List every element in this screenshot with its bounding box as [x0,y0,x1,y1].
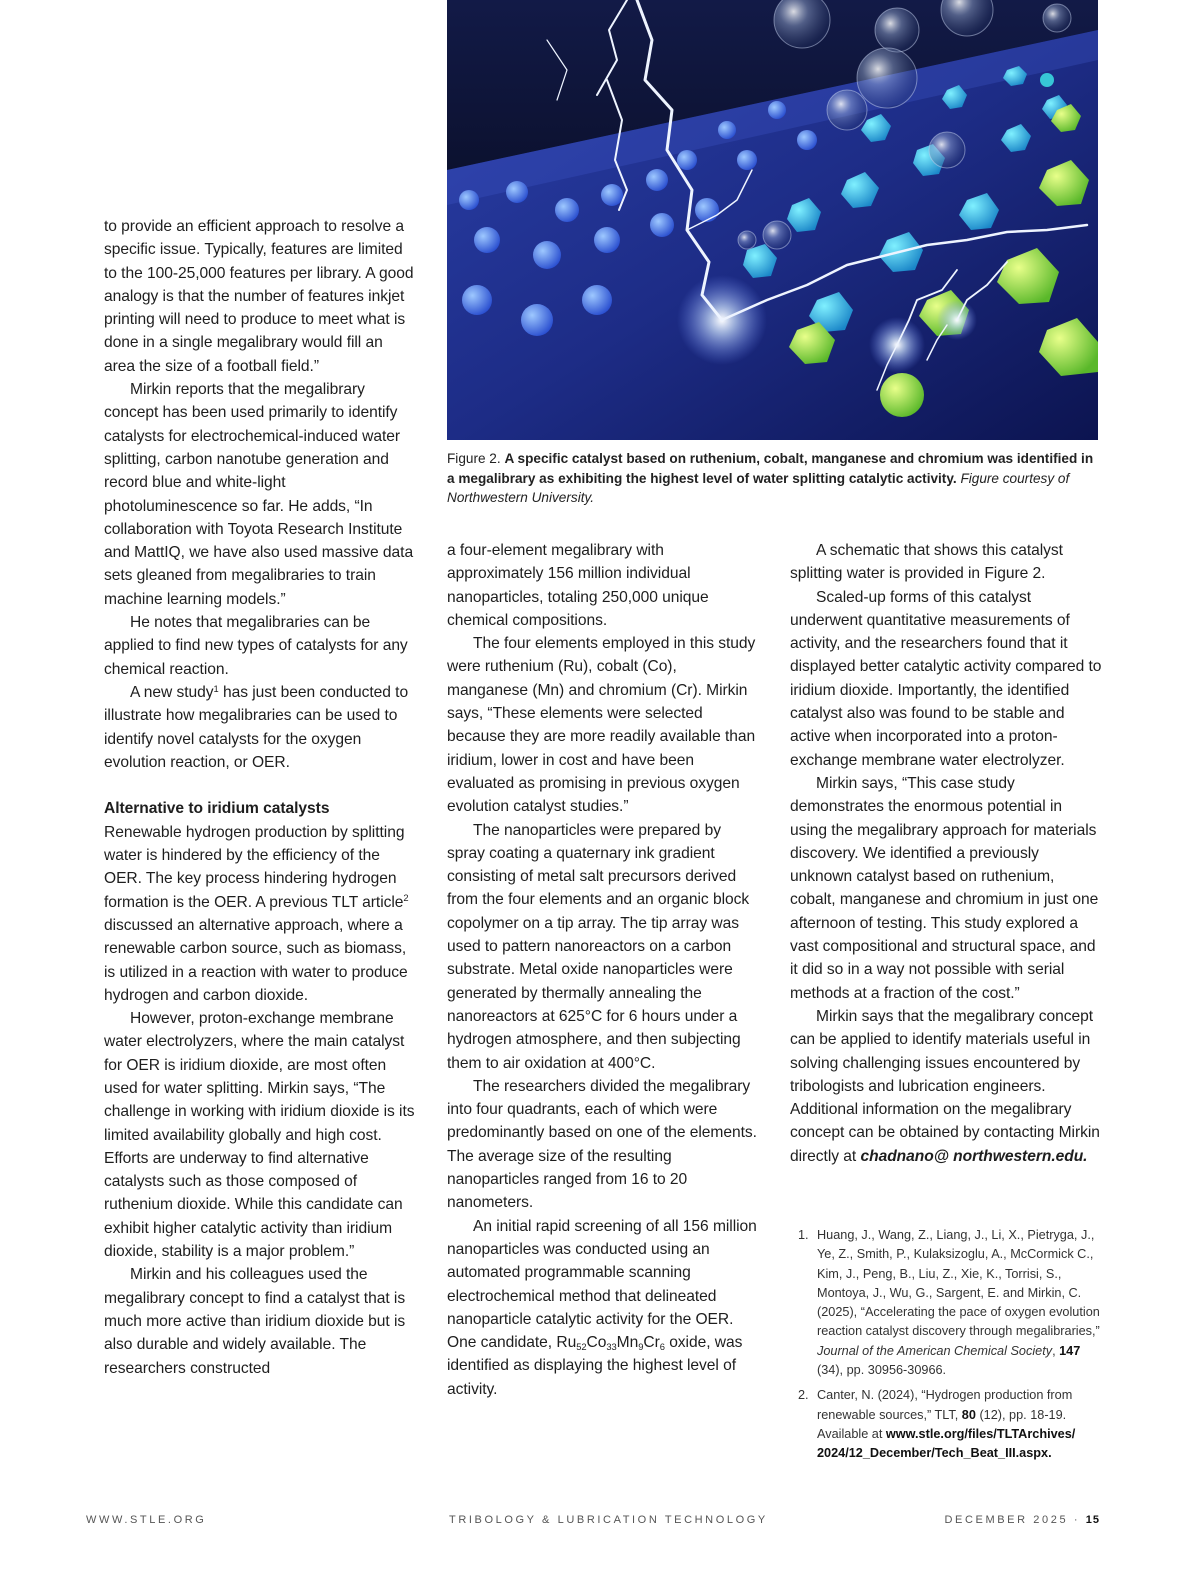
element-mn: Mn [616,1334,639,1352]
paragraph [104,681,416,774]
reference-number: 1. [798,1228,809,1242]
caption-description: A specific catalyst based on ruthenium, cobalt, manganese and chromium was identified in a megalibrary as exhibiting the highest level of water splitting catalytic activity. [447,451,1094,486]
subscript: 52 [576,1342,587,1353]
subscript: 33 [606,1342,617,1353]
paragraph-text: oxide, was identified as displaying the highest level of activity. [447,1334,743,1398]
element-cr: Cr [643,1334,660,1352]
subscript: 9 [638,1342,644,1353]
paragraph-text: discussed an alternative approach, where a renewable carbon source, such as biomass, is utilized in a reaction with water to produce hydrogen and carbon dioxide. [104,916,408,1004]
paragraph: Mirkin says, “This case study demonstrates the enormous potential in using the megalibrary approach for materials discovery. We identified a previously unknown catalyst based on ruthenium, cobalt, manganese and chromium in just one afternoon of testing. This study explored a vast compositional and structural space, and it did so in a way not possible with serial methods at a fraction of the cost.” [790,774,1099,1002]
paragraph: He notes that megalibraries can be applied to find new types of catalysts for any chemical reaction. [104,614,408,678]
volume: 80 [961,1407,976,1422]
paragraph-text: Mirkin says that the megalibrary concept can be applied to identify materials useful in solving challenging issues encountered by tribologists and lubrication engineers. Additional information on the megalibrary concept can be obtained by contacting Mirkin directly at [790,1007,1100,1165]
paragraph: A schematic that shows this catalyst splitting water is provided in Figure 2. [790,542,1063,583]
reference-url[interactable]: www.stle.org/files/TLTArchives/ 2024/12_December/Tech_Beat_III.aspx. [817,1426,1076,1461]
paragraph [790,1005,1102,1168]
paragraph-text: A new study [130,683,214,701]
caption-credit: Figure courtesy of Northwestern University. [447,470,1070,505]
paragraph: The researchers divided the megalibrary into four quadrants, each of which were predominantly based on one of the elements. The average size of the resulting nanoparticles ranged from 16 to 20 nanometers. [447,1077,757,1212]
reference-text: (34), pp. 30956-30966. [817,1363,947,1378]
subscript: 6 [659,1342,665,1353]
footer-publication: TRIBOLOGY & LUBRICATION TECHNOLOGY [449,1514,768,1526]
paragraph: Mirkin and his colleagues used the megalibrary concept to find a catalyst that is much more active than iridium dioxide but is also durable and widely available. The researchers constructed [104,1266,406,1377]
paragraph: Scaled-up forms of this catalyst underwent quantitative measurements of activity, and the researchers found that it displayed better catalytic activity compared to iridium dioxide. Importantly, the identified catalyst also was found to be stable and active when incorporated into a proton-exchange membrane water electrolyzer. [790,588,1102,769]
footer-date: DECEMBER 2025 · [944,1514,1081,1526]
caption-label: Figure 2. [447,451,501,466]
reference-item [798,1386,1100,1463]
paragraph: Mirkin reports that the megalibrary concept has been used primarily to identify catalysts for electrochemical-induced water splitting, carbon nanotube generation and record blue and white-light photoluminescence so far. He adds, “In collaboration with Toyota Research Institute and MattIQ, we have also used massive data sets gleaned from megalibraries to train machine learning models.” [104,381,414,608]
element-ru: Ru [556,1334,577,1352]
text-column-2 [447,539,759,1401]
journal-name: Journal of the American Chemical Society [817,1343,1053,1358]
figure-caption [447,449,1098,508]
paragraph: However, proton-exchange membrane water electrolyzers, where the main catalyst for OER is iridium dioxide, are most often used for water splitting. Mirkin says, “The challenge in working with iridium dioxide is its limited availability globally and high cost. Efforts are underway to find alternative catalysts such as those composed of ruthenium dioxide. While this candidate can exhibit higher catalytic activity than iridium dioxide, stability is a major problem.” [104,1010,415,1261]
footnote-ref-1: 1 [213,683,219,694]
reference-text: (12), pp. 18-19. Available at [817,1407,1067,1441]
formula [556,1334,665,1351]
reference-text: Canter, N. (2024), “Hydrogen production from renewable sources,” TLT, [817,1388,1073,1422]
element-co: Co [586,1334,607,1352]
reference-item [798,1226,1100,1380]
text-column-1 [104,215,416,1380]
section-heading: Alternative to iridium catalysts [104,800,330,818]
paragraph-text: An initial rapid screening of all 156 million nanoparticles was conducted using an automated programmable scanning electrochemical method that delineated nanoparticle catalytic activity for the OER. One candidate, [447,1217,757,1352]
reference-text: , [1052,1343,1060,1358]
paragraph: to provide an efficient approach to resolve a specific issue. Typically, features are limited to the 100-25,000 features per library. A good analogy is that the number of features inkjet printing will need to produce to meet what is done in a single megalibrary would fill an area the size of a football field.” [104,218,414,375]
page-number: 15 [1085,1514,1100,1526]
references-list [798,1226,1100,1470]
footnote-ref-2: 2 [403,893,409,904]
paragraph: The four elements employed in this study were ruthenium (Ru), cobalt (Co), manganese (Mn) and chromium (Cr). Mirkin says, “These elements were selected because they are more readily available than iridium, lower in cost and have been evaluated as promising in previous oxygen evolution catalyst studies.” [447,635,756,816]
email-link[interactable]: chadnano@ northwestern.edu. [860,1147,1088,1165]
paragraph [104,821,416,1007]
paragraph: The nanoparticles were prepared by spray coating a quaternary ink gradient consisting of metal salt precursors derived from the four elements and an organic block copolymer on a tip array. The tip array was used to pattern nanoreactors on a carbon substrate. Metal oxide nanoparticles were generated by thermally annealing the nanoreactors at 625°C for 6 hours under a hydrogen atmosphere, and then subjecting them to air oxidation at 400°C. [447,821,750,1072]
reference-text: Huang, J., Wang, Z., Liang, J., Li, X., Pietryga, J., Ye, Z., Smith, P., Kulaksizoglu, A., McCormick C., Kim, J., Peng, B., Liu, Z., Xie, K., Torrisi, S., Montoya, J., Wu, G., Sargent, E. and Mirkin, C. (2025), “Accelerating the pace of oxygen evolution reaction catalyst discovery through megalibraries,” [817,1228,1100,1339]
paragraph [447,1215,759,1401]
volume: 147 [1059,1343,1081,1358]
paragraph-text: Renewable hydrogen production by splitting water is hindered by the efficiency of the OER. The key process hindering hydrogen formation is the OER. A previous TLT article [104,823,405,911]
reference-number: 2. [798,1388,809,1403]
footer-issue [945,1514,1101,1526]
paragraph: a four-element megalibrary with approximately 156 million individual nanoparticles, totaling 250,000 unique chemical compositions. [447,542,709,629]
paragraph-text: has just been conducted to illustrate how megalibraries can be used to identify novel catalysts for the oxygen evolution reaction, or OER. [104,683,409,771]
catalyst-illustration [447,0,1098,440]
text-column-3 [790,539,1102,1168]
footer-website[interactable]: WWW.STLE.ORG [86,1514,207,1526]
